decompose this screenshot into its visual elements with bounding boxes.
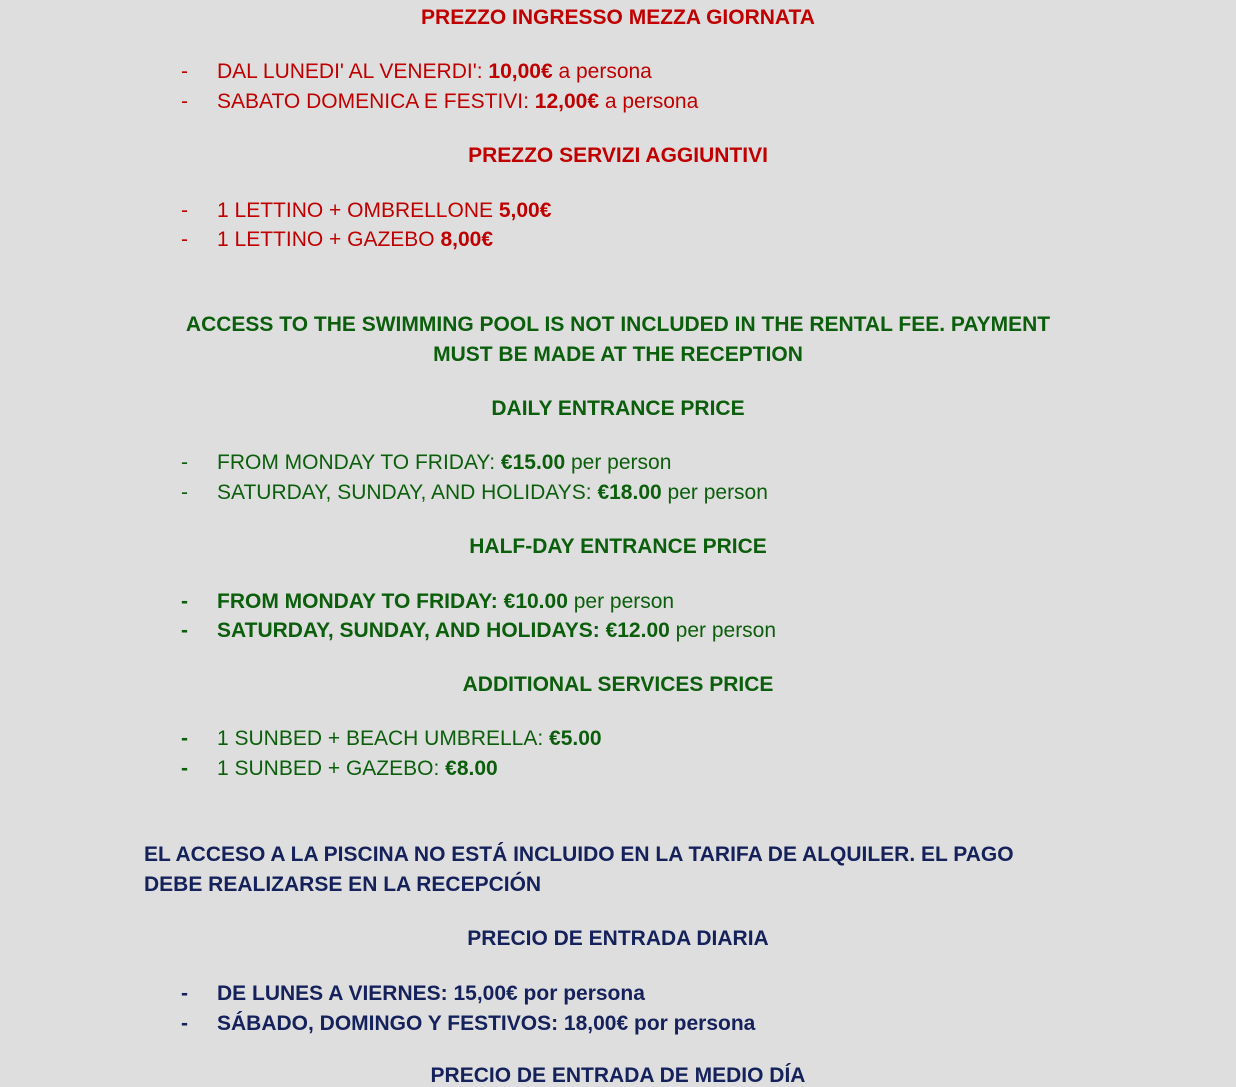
en-notice-line2: MUST BE MADE AT THE RECEPTION: [433, 343, 803, 366]
es-notice-line2: DEBE REALIZARSE EN LA RECEPCIÓN: [144, 873, 542, 896]
item-price: €15.00: [500, 451, 566, 474]
bullet-dash: -: [181, 481, 188, 504]
item-price: 10,00€: [488, 60, 553, 83]
item-price: 12,00€: [534, 90, 600, 113]
es-half-day-title: PRECIO DE ENTRADA DE MEDIO DÍA: [430, 1064, 806, 1087]
bullet-dash: -: [181, 1012, 188, 1035]
item-label: DAL LUNEDI' AL VENERDI':: [217, 60, 489, 83]
item-price: 5,00€: [498, 199, 552, 222]
item-label: 1 SUNBED + GAZEBO:: [217, 757, 446, 780]
en-daily-title: DAILY ENTRANCE PRICE: [491, 397, 745, 420]
item-suffix: a persona: [552, 60, 652, 83]
item-label: 1 SUNBED + BEACH UMBRELLA:: [217, 727, 550, 750]
bullet-dash: -: [181, 982, 188, 1005]
item-price: €5.00: [549, 727, 602, 750]
bullet-dash: -: [181, 228, 188, 251]
item-suffix: per person: [661, 481, 768, 504]
item-suffix: a persona: [599, 90, 699, 113]
item-label: SÁBADO, DOMINGO Y FESTIVOS: 18,00€ por persona: [217, 1012, 756, 1035]
item-label: DE LUNES A VIERNES: 15,00€ por persona: [217, 982, 645, 1005]
item-suffix: per person: [565, 451, 672, 474]
item-price: €8.00: [445, 757, 498, 780]
bullet-dash: -: [181, 60, 188, 83]
es-daily-title: PRECIO DE ENTRADA DIARIA: [467, 927, 769, 950]
en-half-day-title: HALF-DAY ENTRANCE PRICE: [469, 535, 767, 558]
item-price: 8,00€: [440, 228, 494, 251]
item-suffix: per person: [567, 590, 675, 613]
es-notice-line1: EL ACCESO A LA PISCINA NO ESTÁ INCLUIDO EN LA TARIFA DE ALQUILER. EL PAGO: [144, 843, 1014, 866]
item-label: FROM MONDAY TO FRIDAY:: [217, 590, 504, 613]
bullet-dash: -: [181, 619, 188, 642]
item-price: €12.00: [605, 619, 670, 642]
it-half-day-title: PREZZO INGRESSO MEZZA GIORNATA: [421, 6, 815, 29]
it-services-title: PREZZO SERVIZI AGGIUNTIVI: [468, 144, 768, 167]
bullet-dash: -: [181, 90, 188, 113]
bullet-dash: -: [181, 199, 188, 222]
item-label: SABATO DOMENICA E FESTIVI:: [217, 90, 535, 113]
en-notice-line1: ACCESS TO THE SWIMMING POOL IS NOT INCLUDED IN THE RENTAL FEE. PAYMENT: [185, 313, 1051, 336]
en-services-title: ADDITIONAL SERVICES PRICE: [462, 673, 774, 696]
item-label: 1 LETTINO + GAZEBO: [217, 228, 441, 251]
item-label: SATURDAY, SUNDAY, AND HOLIDAYS:: [217, 481, 598, 504]
item-label: SATURDAY, SUNDAY, AND HOLIDAYS:: [217, 619, 606, 642]
bullet-dash: -: [181, 727, 188, 750]
item-label: 1 LETTINO + OMBRELLONE: [217, 199, 499, 222]
item-label: FROM MONDAY TO FRIDAY:: [217, 451, 501, 474]
item-price: €18.00: [597, 481, 662, 504]
bullet-dash: -: [181, 590, 188, 613]
item-suffix: per person: [669, 619, 777, 642]
bullet-dash: -: [181, 451, 188, 474]
item-price: €10.00: [503, 590, 568, 613]
bullet-dash: -: [181, 757, 188, 780]
